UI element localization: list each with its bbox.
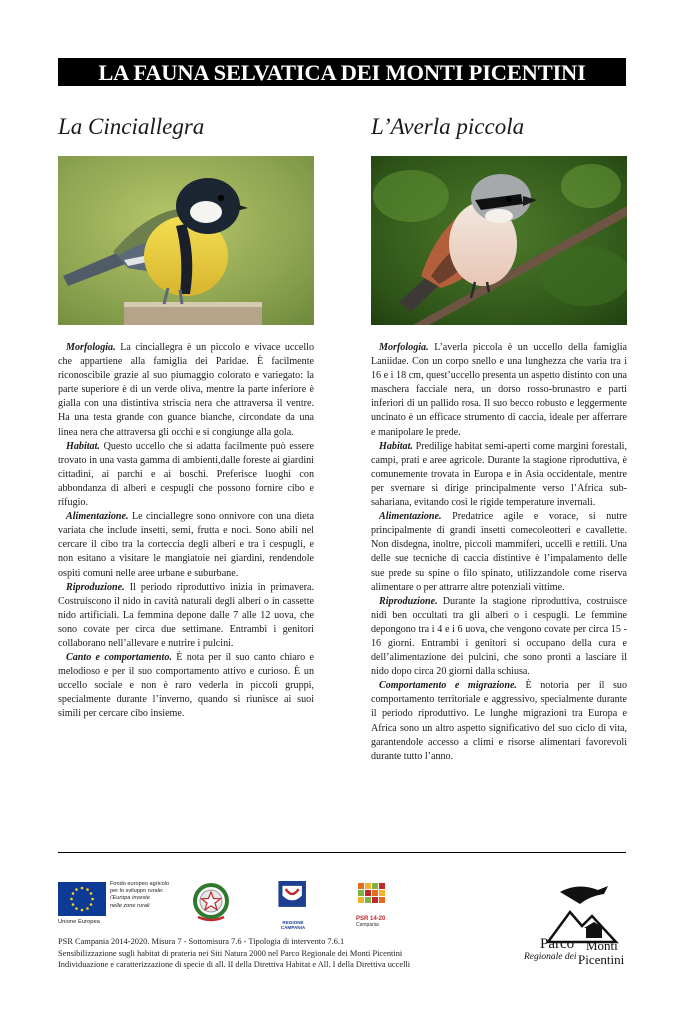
park-word-monti: Monti: [586, 938, 618, 953]
paragraph-habitat: Habitat. Questo uccello che si adatta facilmente può essere trovato in una vasta gamma di ambienti,dalle foreste ai giardini cittadini, ai parchi e ai boschi. Preferisce luoghi con abbondanza di alberi e cespugli che possono fornire cibo e rifugio.: [58, 440, 314, 509]
page-banner: LA FAUNA SELVATICA DEI MONTI PICENTINI: [58, 58, 626, 86]
paragraph-morfologia: Morfologia. L’averla piccola è un uccello della famiglia Laniidae. Con un corpo snello e una lunghezza che varia tra i 16 e i 18 cm, quest’uccello presenta un aspetto distinto con una maschera facciale nera, un dorso rosso-brunastro e parti inferiori di un pallido rosa. Il suo becco robusto e leggermente uncinato è un efficace strumento di caccia, ideale per afferrare e manipolare le prede.: [371, 342, 627, 438]
psr-sub: Campania: [356, 922, 379, 928]
great-tit-photo: [58, 156, 314, 325]
park-word-parco: Parco: [540, 936, 575, 952]
italian-republic-emblem-icon: [192, 881, 230, 923]
eu-label: Unione Europea: [58, 919, 100, 925]
psr-label: PSR 14-20: [356, 916, 386, 922]
paragraph-riproduzione: Riproduzione. Durante la stagione riproduttiva, costruisce nidi ben occultati tra gli alberi o i cespugli. Le femmine depongono tra i 4 e i 6 uova, che vengono covate per circa 15 - 16 giorni. Entrambi i genitori si occupano della cura e dell’alimentazione dei pulcini, che sono pronti a lasciare il nido dopo circa 20 giorni dalla schiusa.: [371, 595, 627, 678]
red-backed-shrike-photo: [371, 156, 627, 325]
eu-flag-icon: [58, 882, 106, 916]
paragraph-alimentazione: Alimentazione. Predatrice agile e vorace, si nutre principalmente di grandi insetti comecoleotteri e cavallette. Non disdegna, inoltre, piccoli mammiferi, uccelli e rettili. Una delle sue tecniche di caccia distintive è l’impalamento delle sue prede su spine o filo spinato, utilizzandole come riserva alimentare o per attrarre altre potenziali vittime.: [371, 511, 627, 593]
footer-text: PSR Campania 2014-2020. Misura 7 - Sottomisura 7.6 - Tipologia di intervento 7.6.1 Sensibilizzazione sugli habitat di prateria nei Siti Natura 2000 nel Parco Regionale dei Monti Picentini Individuazione e caratterizzazione di specie di all. II della Direttiva Habitat e All. I della Direttiva uccelli: [58, 937, 411, 969]
psr-campania-logo: [356, 881, 392, 928]
regione-campania-logo: [272, 881, 314, 930]
title-averla-piccola: L’Averla piccola: [371, 114, 525, 139]
paragraph-riproduzione: Riproduzione. Il periodo riproduttivo inizia in primavera. Costruiscono il nido in cavità naturali degli alberi o in cassette nido artificiali. La femmina depone dalle 7 alle 12 uova, che sono covate per circa due settimane. Entrambi i genitori collaborano nell’allevare e nutrire i pulcini.: [58, 581, 314, 649]
paragraph-habitat: Habitat. Predilige habitat semi-aperti come margini forestali, campi, prati e aree agricole. Durante la stagione riproduttiva, è comunemente trovata in Europa e in Asia occidentale, mentre per svernare si dirige principalmente verso l’Africa sub-sahariana, evitando così le rigide temperature invernali.: [371, 440, 627, 509]
park-word-regionale: Regionale dei: [524, 952, 577, 962]
paragraph-alimentazione: Alimentazione. Le cinciallegre sono onnivore con una dieta variata che include insetti, semi, frutta e noci. Sono abili nel cercare il cibo tra la corteccia degli alberi e tra i cespugli, e non esitano a visitare le mangiatoie nei giardini, rendendole ospiti comuni nelle aree urbane e suburbane.: [58, 511, 314, 579]
parco-monti-picentini-logo: [520, 882, 630, 972]
title-cinciallegra: La Cinciallegra: [58, 114, 205, 139]
cinciallegra-text: [58, 341, 314, 722]
paragraph-canto: Canto e comportamento. È nota per il suo canto chiaro e melodioso e per il suo comportamento attivo e curioso. È un uccello sociale e non è raro vederla in piccoli gruppi, specialmente durante l’inverno, quando si riunisce ai suoi simili per cercare cibo insieme.: [58, 652, 315, 720]
averla-text: [371, 341, 627, 764]
paragraph-comportamento: Comportamento e migrazione. È notoria per il suo comportamento territoriale e aggressivo, specialmente durante il periodo riproduttivo. Le lunghe migrazioni tra Europa e Africa sono un altro aspetto significativo del suo ciclo di vita, garantendole accesso a climi e risorse alimentari favorevoli durante tutto l’anno.: [371, 680, 627, 762]
park-word-picentini: Picentini: [578, 952, 625, 967]
regione-campania-label: REGIONE CAMPANIA: [280, 920, 306, 930]
footer-divider: [58, 852, 626, 853]
eu-fund-text: Fondo europeo agricolo per lo sviluppo rurale: l’Europa investe nelle zone rurali: [110, 881, 170, 909]
paragraph-morfologia: Morfologia. La cinciallegra è un piccolo e vivace uccello che appartiene alla famiglia dei Paridae. È facilmente riconoscibile grazie al suo piumaggio colorato e variegato: la parte superiore è di un verde oliva, mentre la parte inferiore è gialla con una distintiva striscia nera che attraversa il ventre. Ha una testa grande con guance bianche, circondate da una linea nera che attraversa gli occhi e si congiunge alla gola.: [58, 342, 314, 438]
